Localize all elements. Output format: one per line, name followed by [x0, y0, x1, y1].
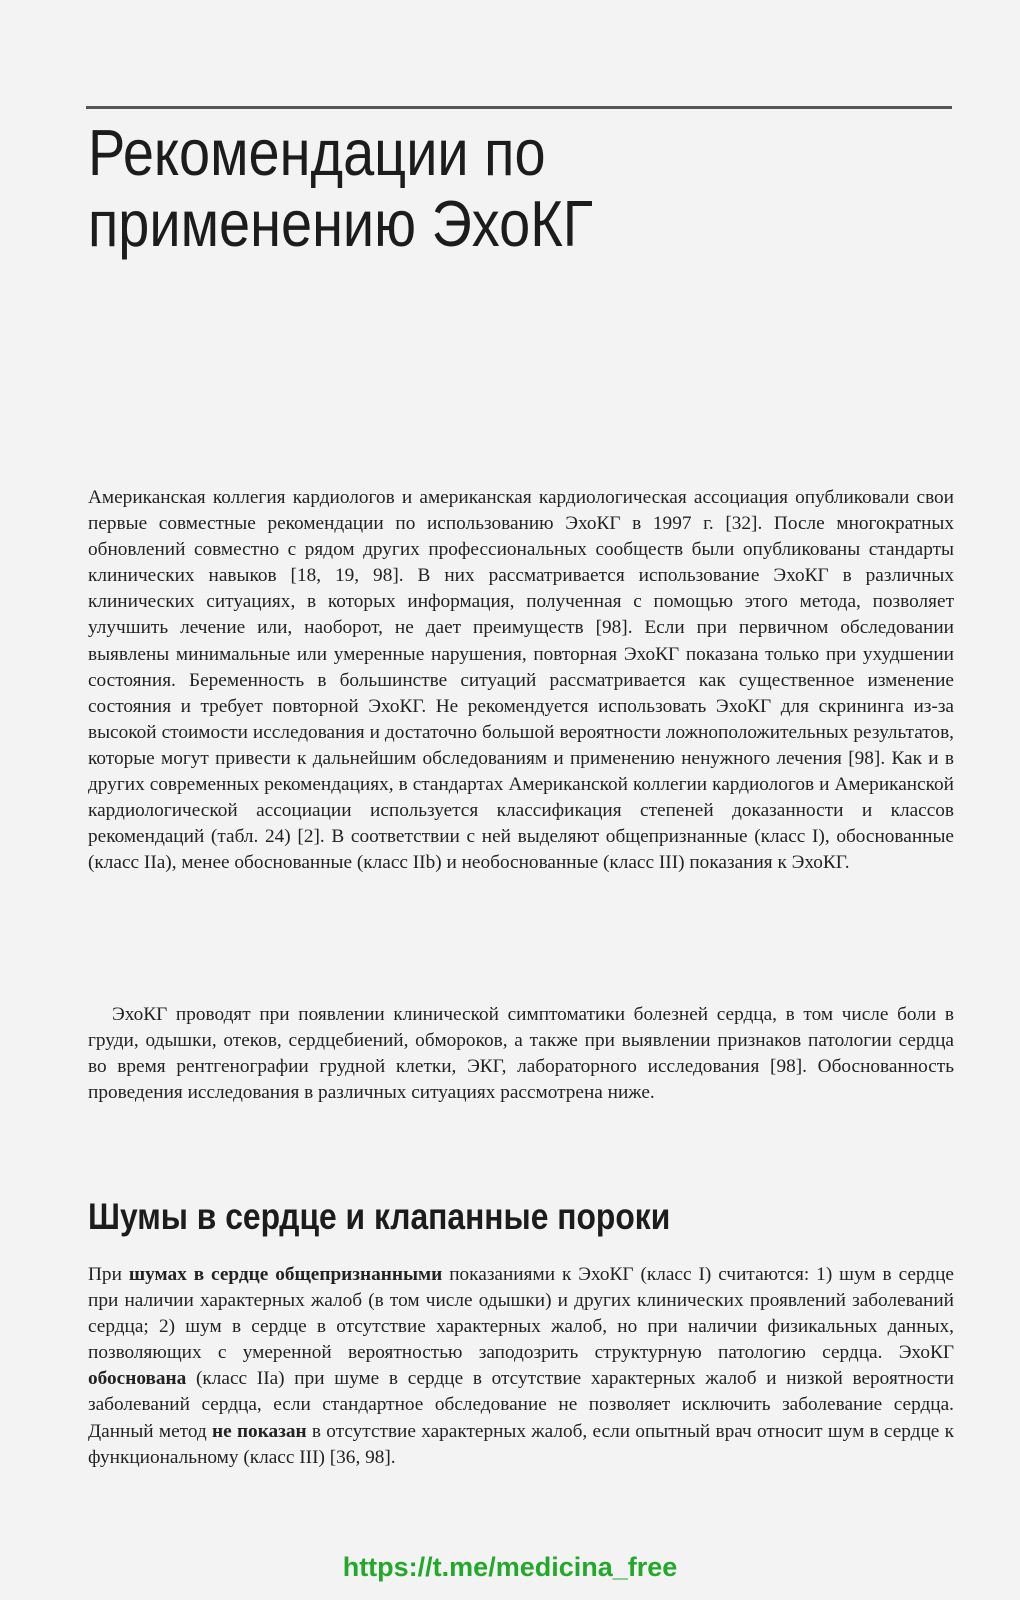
intro-paragraph-2: ЭхоКГ проводят при появлении клинической симптоматики болезней сердца, в том числе боли в груди, одышки, отеков, сердцебиений, обмороков, а также при выявлении признаков патологии сердца во время рентгенографии грудной клетки, ЭКГ, лабораторного исследования [98]. Обоснованность проведения исследования в различных ситуациях рассмотрена ниже.	[88, 1004, 954, 1104]
section-paragraph	[88, 1262, 954, 1471]
section-text-mid2: (класс IIa) при шуме в сердце в отсутствие характерных жалоб и низкой вероятности заболеваний сердца, если стандартное обследование не позволяет исключить заболевание сердца. Данный метод	[88, 1368, 954, 1442]
chapter-title-line2: применению ЭхоКГ	[88, 187, 594, 260]
section-bold-general: шумах в сердце общепризнанными	[128, 1264, 443, 1285]
chapter-title-line1: Рекомендации по	[88, 116, 546, 189]
section-heading: Шумы в сердце и клапанные пороки	[88, 1196, 671, 1237]
footer-telegram-link[interactable]: https://t.me/medicina_free	[342, 1552, 678, 1582]
section-bold-justified: обоснована	[88, 1368, 187, 1390]
chapter-title	[88, 117, 828, 259]
section-text-start: При	[88, 1264, 129, 1285]
intro-paragraph-1: Американская коллегия кардиологов и американская кардиологическая ассоциация опубликовали свои первые совместные рекомендации по использованию ЭхоКГ в 1997 г. [32]. После многократных обновлений совместно с рядом других профессиональных сообществ были опубликованы стандарты клинических навыков [18, 19, 98]. В них рассматривается использование ЭхоКГ в различных клинических ситуациях, в которых информация, полученная с помощью этого метода, позволяет улучшить лечение или, наоборот, не дает преимуществ [98]. Если при первичном обследовании выявлены минимальные или умеренные нарушения, повторная ЭхоКГ показана только при ухудшении состояния. Беременность в большинстве ситуаций рассматривается как существенное изменение состояния и требует повторной ЭхоКГ. Не рекомендуется использовать ЭхоКГ для скрининга из-за высокой стоимости исследования и достаточно большой вероятности ложноположительных результатов, которые могут привести к дальнейшим обследованиям и применению ненужного лечения [98]. Как и в других современных рекомендациях, в стандартах Американской коллегии кардиологов и Американской кардиологической ассоциации используется классификация степеней доказанности и классов рекомендаций (табл. 24) [2]. В соответствии с ней выделяют общепризнанные (класс I), обоснованные (класс IIa), менее обоснованные (класс IIb) и необоснованные (класс III) показания к ЭхоКГ.	[88, 487, 954, 874]
top-rule	[86, 106, 952, 109]
section-text-mid1: показаниями к ЭхоКГ (класс I) считаются: 1) шум в сердце при наличии характерных жалоб (в том числе одышки) и других клинических проявлений заболеваний сердца; 2) шум в сердце в отсутствие характерных жалоб, но при наличии физикальных данных, позволяющих с умеренной вероятностью заподозрить структурную патологию сердца. ЭхоКГ	[88, 1264, 954, 1364]
section-text-end: в отсутствие характерных жалоб, если опытный врач относит шум в сердце к функциональному (класс III) [36, 98].	[88, 1420, 954, 1468]
section-bold-not-indicated: не показан	[212, 1420, 307, 1442]
